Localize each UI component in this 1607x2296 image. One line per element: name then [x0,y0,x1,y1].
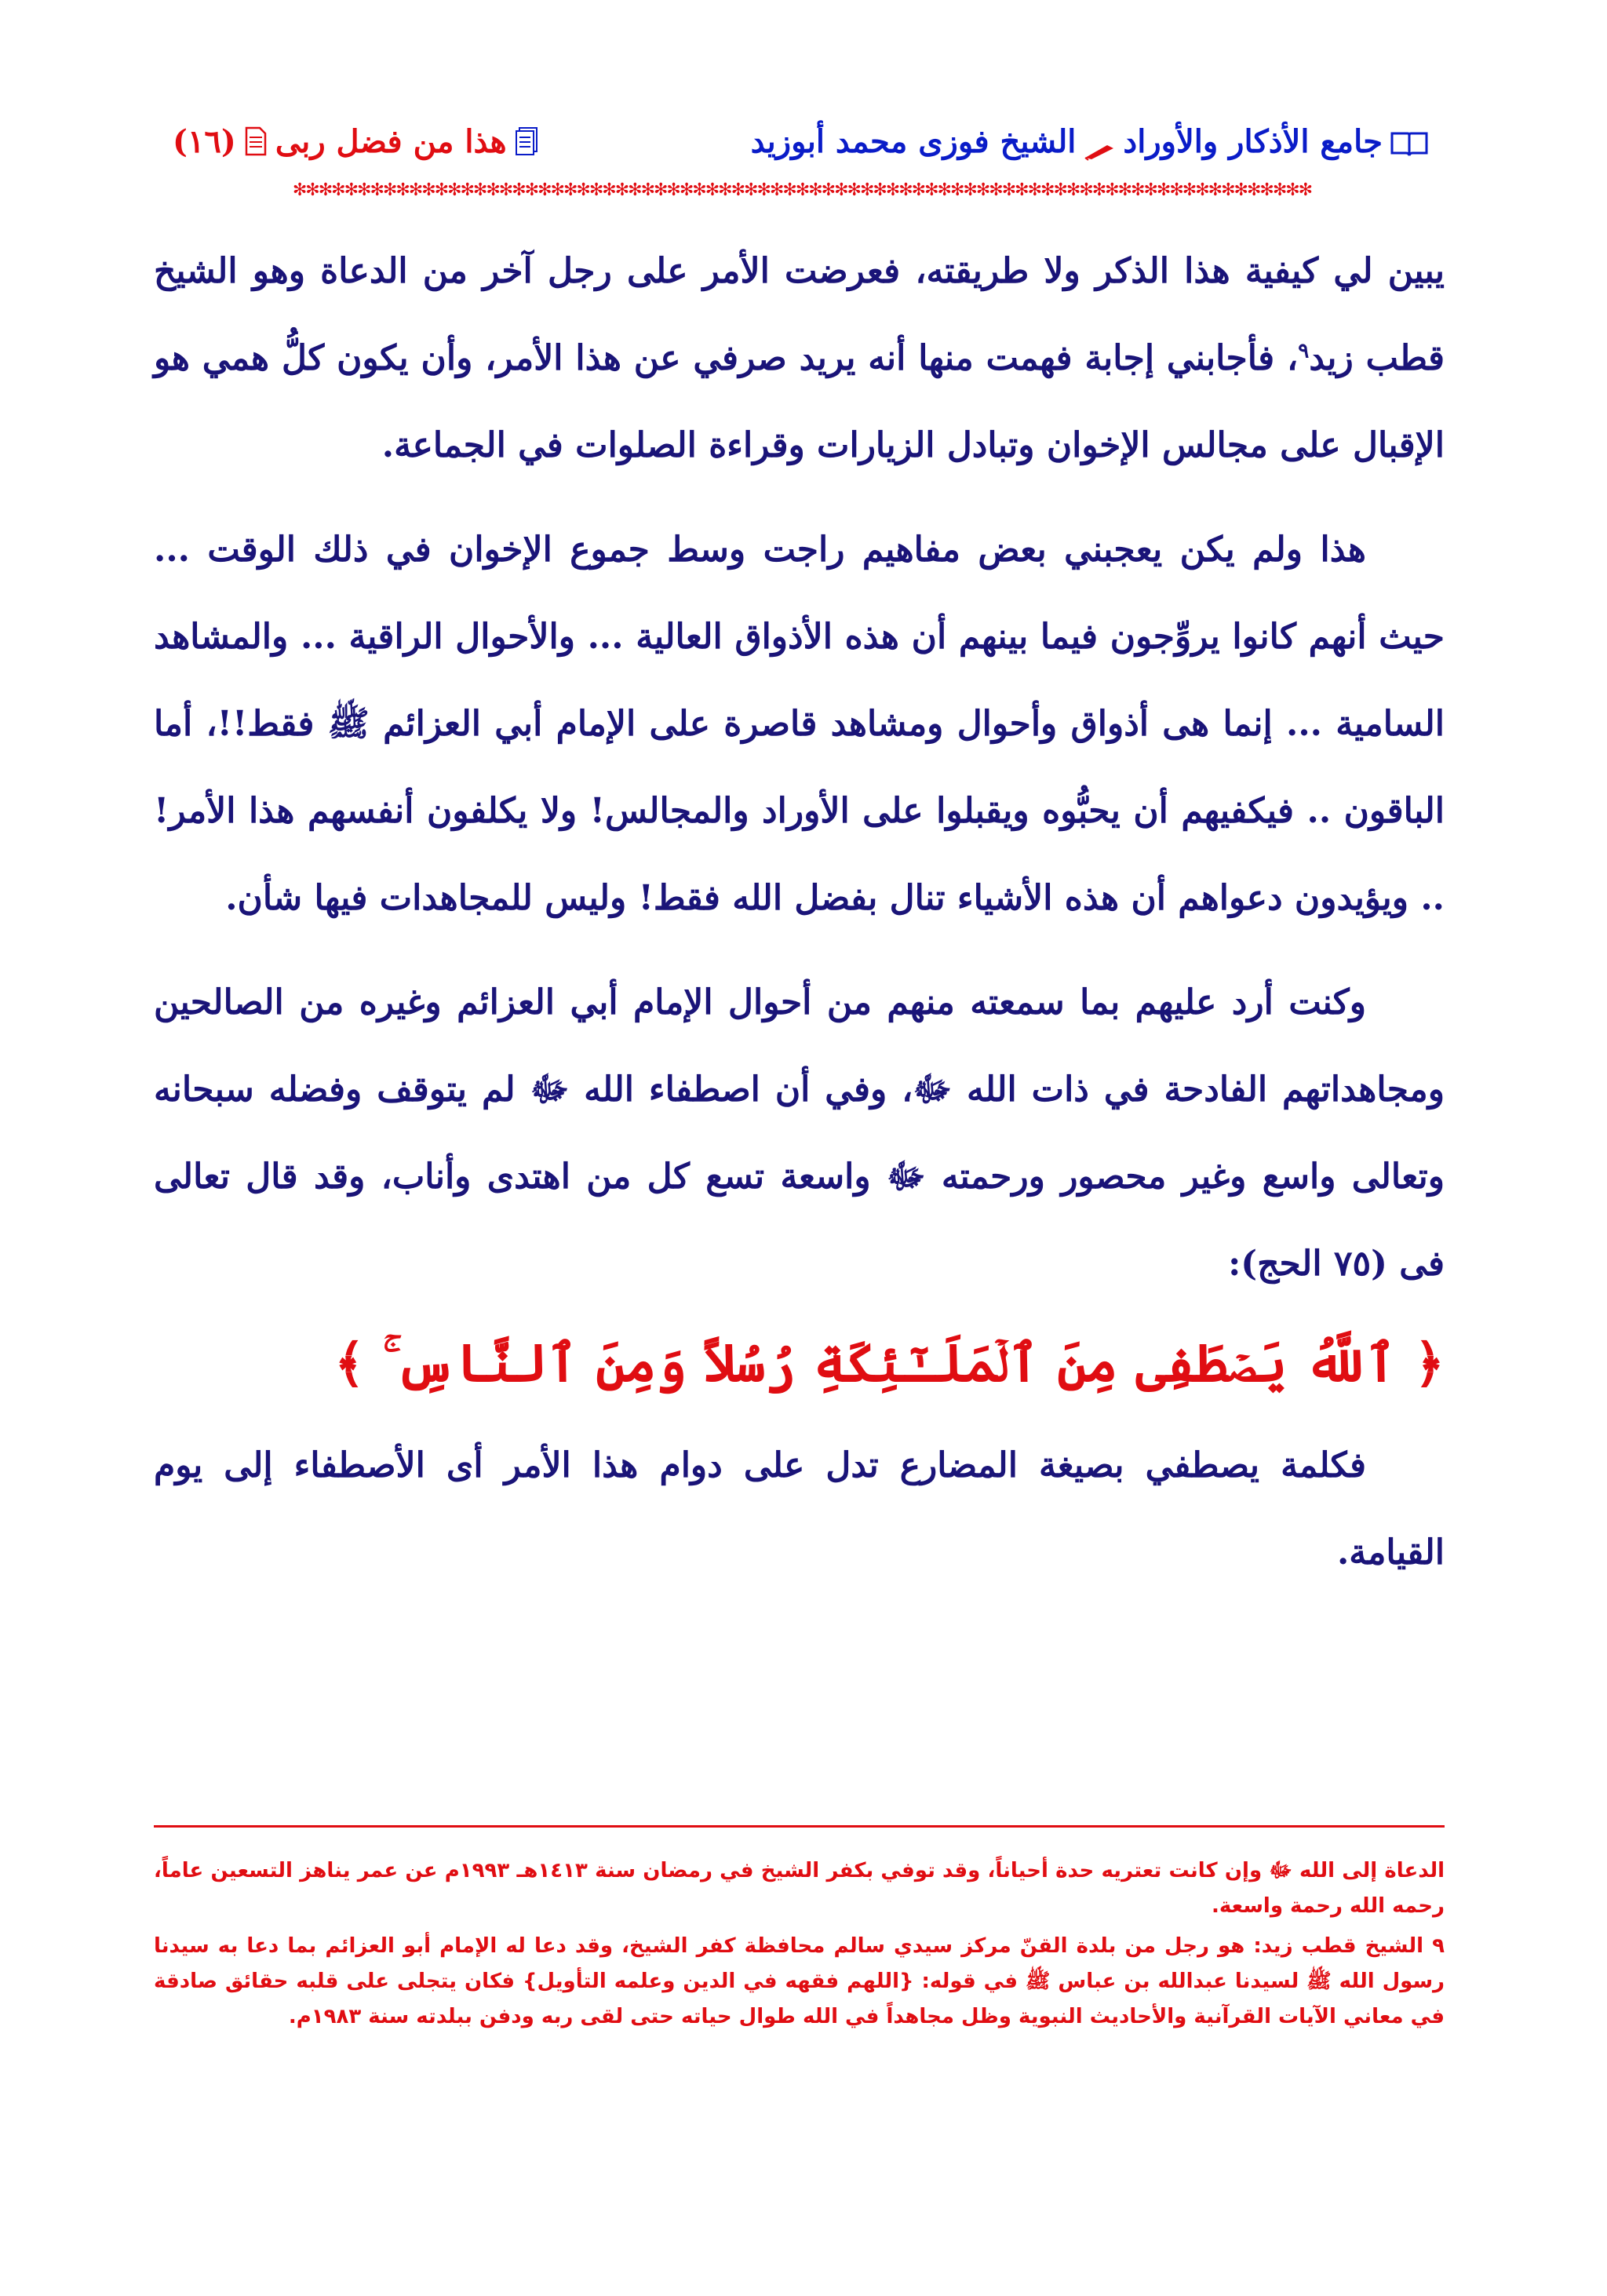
series-title: هذا من فضل ربى [275,122,507,160]
footnote-ref-9[interactable]: ٩ [1298,339,1310,363]
header-ornament-border: ✻✻✻✻✻✻✻✻✻✻✻✻✻✻✻✻✻✻✻✻✻✻✻✻✻✻✻✻✻✻✻✻✻✻✻✻✻✻✻✻✻✻✻✻✻✻✻✻✻✻✻✻✻✻✻✻✻✻✻✻✻✻✻✻✻✻✻✻✻✻✻✻✻✻✻✻✻✻✻ [292,182,1312,199]
book-icon [1390,128,1428,155]
document-icon [244,126,268,156]
quran-verse: ﴿ ٱللَّهُ يَصۡطَفِى مِنَ ٱلۡمَلَـٰٓئِكَةِ رُسُلاً وَمِنَ ٱلنَّاسِ ۚ ﴾ [334,1332,1445,1394]
paragraph-1-text-b: ، فأجابني إجابة فهمت منها أنه يريد صرفي عن هذا الأمر، وأن يكون كلُّ همي هو الإقبال على مجالس الإخوان وتبادل الزيارات وقراءة الصلوات في الجماعة. [154,338,1445,465]
paragraph-1-text-a: يبين لي كيفية هذا الذكر ولا طريقته، فعرضت الأمر على رجل آخر من الدعاة وهو الشيخ قطب زيد [154,251,1445,378]
paragraph-1 [154,228,1445,489]
footnote-continued: الدعاة إلى الله ﷻ وإن كانت تعتريه حدة أحياناً، وقد توفي بكفر الشيخ في رمضان سنة ١٤١٣هـ ١٩٩٣م عن عمر يناهز التسعين عاماً، رحمه الله رحمة واسعة. [154,1859,1445,1918]
paragraph-3: وكنت أرد عليهم بما سمعته منهم من أحوال الإمام أبي العزائم وغيره من الصالحين ومجاهداتهم الفادحة في ذات الله ﷻ، وفي أن اصطفاء الله ﷻ لم يتوقف وفضله سبحانه وتعالى واسع وغير محصور ورحمته ﷻ واسعة تسع كل من اهتدى وأناب، وقد قال تعالى فى (٧٥ الحج): [154,982,1445,1284]
paragraph-4: فكلمة يصطفي بصيغة المضارع تدل على دوام هذا الأمر أى الأصطفاء إلى يوم القيامة. [154,1445,1445,1573]
paragraph-2: هذا ولم يكن يعجبني بعض مفاهيم راجت وسط جموع الإخوان في ذلك الوقت ... حيث أنهم كانوا يروِّجون فيما بينهم أن هذه الأذواق العالية ... والأحوال الراقية ... والمشاهد السامية ... إنما هى أذواق وأحوال ومشاهد قاصرة على الإمام أبي العزائم ﷺ فقط!!، أما الباقون .. فيكفيهم أن يحبُّوه ويقبلوا على الأوراد والمجالس! ولا يكلفون أنفسهم هذا الأمر! .. ويؤيدون دعواهم أن هذه الأشياء تنال بفضل الله فقط! وليس للمجاهدات فيها شأن. [154,530,1445,918]
footnote-divider [154,1825,1445,1828]
pen-icon [1084,132,1115,151]
document-stack-icon [515,126,538,156]
footnote-9: ٩ الشيخ قطب زيد: هو رجل من بلدة القنّ مركز سيدي سالم محافظة كفر الشيخ، وقد دعا له الإمام أبو العزائم بما دعا به سيدنا رسول الله ﷺ لسيدنا عبدالله بن عباس ﷺ في قوله: {اللهم فقهه في الدين وعلمه التأويل} فكان يتجلى على قلبه حقائق صادقة في معاني الآيات القرآنية والأحاديث النبوية وظل مجاهداً في الله طوال حياته حتى لقى ربه ودفن ببلدته سنة ١٩٨٣م. [154,1934,1445,2028]
footnotes [154,1853,1445,2039]
header-left-group [173,123,538,160]
main-body [154,228,1445,1596]
book-title: جامع الأذكار والأوراد [1123,122,1383,160]
author-name: الشيخ فوزى محمد أبوزيد [750,122,1077,160]
running-header [173,118,1428,165]
header-right-group [751,123,1428,160]
page-number: (١٦) [173,122,236,160]
